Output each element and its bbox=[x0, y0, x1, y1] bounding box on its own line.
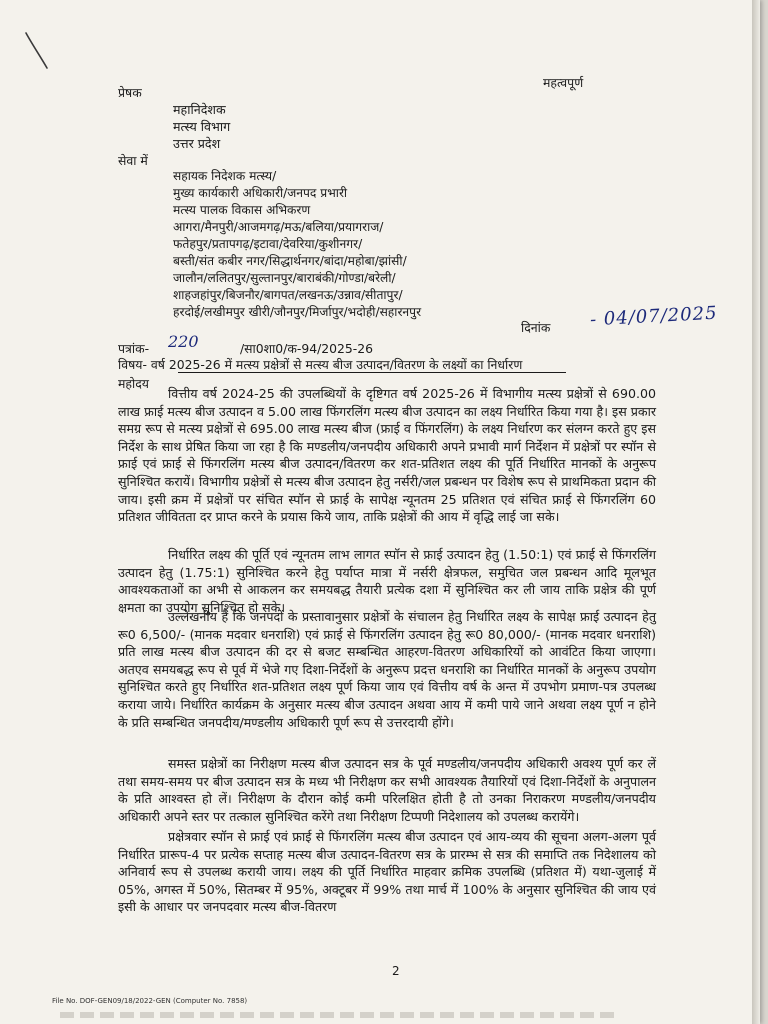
recipient-label: सेवा में bbox=[118, 153, 148, 168]
page-number: 2 bbox=[392, 964, 400, 978]
letter-reference: /सा0शा0/क-94/2025-26 bbox=[240, 341, 374, 356]
recipient-line: मत्स्य पालक विकास अभिकरण bbox=[173, 203, 311, 217]
sender-line: महानिदेशक bbox=[173, 102, 226, 117]
footer-file-reference: File No. DOF-GEN09/18/2022-GEN (Computer No. 7858) bbox=[52, 997, 248, 1005]
recipient-line: आगरा/मैनपुरी/आजमगढ़/मऊ/बलिया/प्रयागराज/ bbox=[173, 220, 384, 234]
subject-text: वर्ष 2025-26 में मत्स्य प्रक्षेत्रों से मत्स्य बीज उत्पादन/वितरण के लक्ष्यों का निर्धारण bbox=[150, 357, 523, 372]
body-paragraph: वित्तीय वर्ष 2024-25 की उपलब्धियों के दृष्टिगत वर्ष 2025-26 में विभागीय मत्स्य प्रक्षेत्रों से 690.00 लाख फ्राई मत्स्य बीज उत्पादन व 5.00 लाख फिंगरलिंग मत्स्य बीज उत्पादन का लक्ष्य निर्धारित किया गया है। इस प्रकार समग्र रूप से मत्स्य प्रक्षेत्रों से 695.00 लाख मत्स्य बीज (फ्राई व फिंगरलिंग) के लक्ष्य निर्धारण कर संलग्न करते हुए इस निर्देश के साथ प्रेषित किया जा रहा है कि मण्डलीय/जनपदीय अधिकारी अपने प्रभावी मार्ग निर्देशन में प्रक्षेत्रों पर स्पॉन से फ्राई एवं फ्राई से फिंगरलिंग मत्स्य बीज उत्पादन/वितरण कर शत-प्रतिशत लक्ष्य की पूर्ति निर्धारित मानकों के अनुरूप सुनिश्चित करायें। विभागीय प्रक्षेत्रों से मत्स्य बीज उत्पादन हेतु नर्सरी/जल प्रबन्धन पर विशेष रूप से प्राथमिकता प्रदान की जाय। इसी क्रम में प्रक्षेत्रों पर संचित स्पॉन से फ्राई के सापेक्ष न्यूनतम 25 प्रतिशत एवं संचित फ्राई से फिंगरलिंग 60 प्रतिशत जीवितता दर प्राप्त करने के प्रयास किये जाय, ताकि प्रक्षेत्रों की आय में वृद्धि लाई जा सके। bbox=[118, 386, 656, 525]
sender-line: मत्स्य विभाग bbox=[173, 119, 231, 134]
pen-stroke-mark bbox=[22, 30, 52, 72]
subject-line bbox=[118, 356, 522, 373]
page-edge bbox=[752, 0, 760, 1024]
body-paragraph: निर्धारित लक्ष्य की पूर्ति एवं न्यूनतम लाभ लागत स्पॉन से फ्राई उत्पादन हेतु (1.50:1) एवं फ्राई से फिंगरलिंग उत्पादन हेतु (1.75:1) सुनिश्चित करने हेतु पर्याप्त मात्रा में नर्सरी क्षेत्रफल, समुचित जल प्रबन्धन आदि मूलभूत आवश्यकताओं का अभी से आकलन कर समयबद्ध तैयारी प्रत्येक दशा में सुनिश्चित कर ली जाय ताकि प्रक्षेत्र की पूर्ण क्षमता का उपयोग सुनिश्चित हो सके। bbox=[118, 547, 657, 615]
recipient-line: फतेहपुर/प्रतापगढ़/इटावा/देवरिया/कुशीनगर/ bbox=[173, 237, 363, 251]
body-paragraph: समस्त प्रक्षेत्रों का निरीक्षण मत्स्य बीज उत्पादन सत्र के पूर्व मण्डलीय/जनपदीय अधिकारी अवश्य पूर्ण कर लें तथा समय-समय पर बीज उत्पादन सत्र के मध्य भी निरीक्षण कर सभी आवश्यक तैयारियों एवं दिशा-निर्देशों के अनुपालन के प्रति आश्वस्त हो लें। निरीक्षण के दौरान कोई कमी परिलक्षित होती है तो उनका निराकरण मण्डलीय/जनपदीय अधिकारी अपने स्तर पर तत्काल सुनिश्चित करेंगे तथा निरीक्षण टिप्पणी निदेशालय को उपलब्ध करायेंगे। bbox=[118, 756, 656, 824]
recipient-line: हरदोई/लखीमपुर खीरी/जौनपुर/मिर्जापुर/भदोही/सहारनपुर bbox=[173, 305, 422, 319]
recipient-line: सहायक निदेशक मत्स्य/ bbox=[173, 169, 277, 183]
recipient-line: शाहजहांपुर/बिजनौर/बागपत/लखनऊ/उन्नाव/सीतापुर/ bbox=[173, 288, 403, 302]
handwritten-date: - 04/07/2025 bbox=[589, 302, 719, 331]
body-paragraph: प्रक्षेत्रवार स्पॉन से फ्राई एवं फ्राई से फिंगरलिंग मत्स्य बीज उत्पादन एवं आय-व्यय की सूचना अलग-अलग पूर्व निर्धारित प्रारूप-4 पर प्रत्येक सप्ताह मत्स्य बीज उत्पादन-वितरण सत्र के प्रारम्भ से सत्र की समाप्ति तक निदेशालय को अनिवार्य रूप से उपलब्ध करायी जाय। लक्ष्य की पूर्ति निर्धारित माहवार क्रमिक उपलब्धि (प्रतिशत में) यथा-जुलाई में 05%, अगस्त में 50%, सितम्बर में 95%, अक्टूबर में 99% तथा मार्च में 100% के अनुसार सुनिश्चित की जाय एवं इसी के आधार पर जनपदवार मत्स्य बीज-वितरण bbox=[118, 829, 656, 915]
sender-label: प्रेषक bbox=[118, 85, 142, 100]
subject-label: विषय- bbox=[118, 357, 147, 372]
date-label: दिनांक bbox=[521, 320, 551, 335]
body-paragraph: उल्लेखनीय है कि जनपदों के प्रस्तावानुसार प्रक्षेत्रों के संचालन हेतु निर्धारित लक्ष्य के सापेक्ष फ्राई उत्पादन हेतु रू0 6,500/- (मानक मदवार धनराशि) एवं फ्राई से फिंगरलिंग उत्पादन हेतु रू0 80,000/- (मानक मदवार धनराशि) प्रति लाख मत्स्य बीज उत्पादन की दर से बजट सम्बन्धित आहरण-वितरण अधिकारियों को आवंटित किया जाएगा। अतएव समयबद्ध रूप से पूर्व में भेजे गए दिशा-निर्देशों के अनुरूप प्रदत्त धनराशि का निर्धारित मानकों के अनुरूप उपयोग सुनिश्चित करते हुए निर्धारित शत-प्रतिशत लक्ष्य पूर्ण किया जाय एवं वित्तीय वर्ष के अन्त में उपभोग प्रमाण-पत्र उपलब्ध कराया जाये। निर्धारित कार्यक्रम के अनुसार मत्स्य बीज उत्पादन अथवा आय में कमी पाये जाने अथवा लक्ष्य पूर्ण न होने के प्रति सम्बन्धित जनपदीय/मण्डलीय अधिकारी पूर्ण रूप से उत्तरदायी होंगे। bbox=[118, 609, 656, 730]
letter-number-label: पत्रांक- bbox=[118, 341, 150, 356]
footer-illegible-text bbox=[60, 1012, 620, 1018]
recipient-line: बस्ती/संत कबीर नगर/सिद्धार्थनगर/बांदा/महोबा/झांसी/ bbox=[173, 254, 407, 268]
priority-label: महत्वपूर्ण bbox=[543, 75, 584, 90]
sender-line: उत्तर प्रदेश bbox=[173, 136, 221, 151]
handwritten-letter-number: 220 bbox=[168, 332, 199, 351]
recipient-line: मुख्य कार्यकारी अधिकारी/जनपद प्रभारी bbox=[173, 186, 348, 200]
salutation: महोदय bbox=[118, 376, 149, 391]
recipient-line: जालौन/ललितपुर/सुल्तानपुर/बाराबंकी/गोण्डा/बरेली/ bbox=[173, 271, 396, 285]
subject-underline bbox=[178, 372, 566, 373]
